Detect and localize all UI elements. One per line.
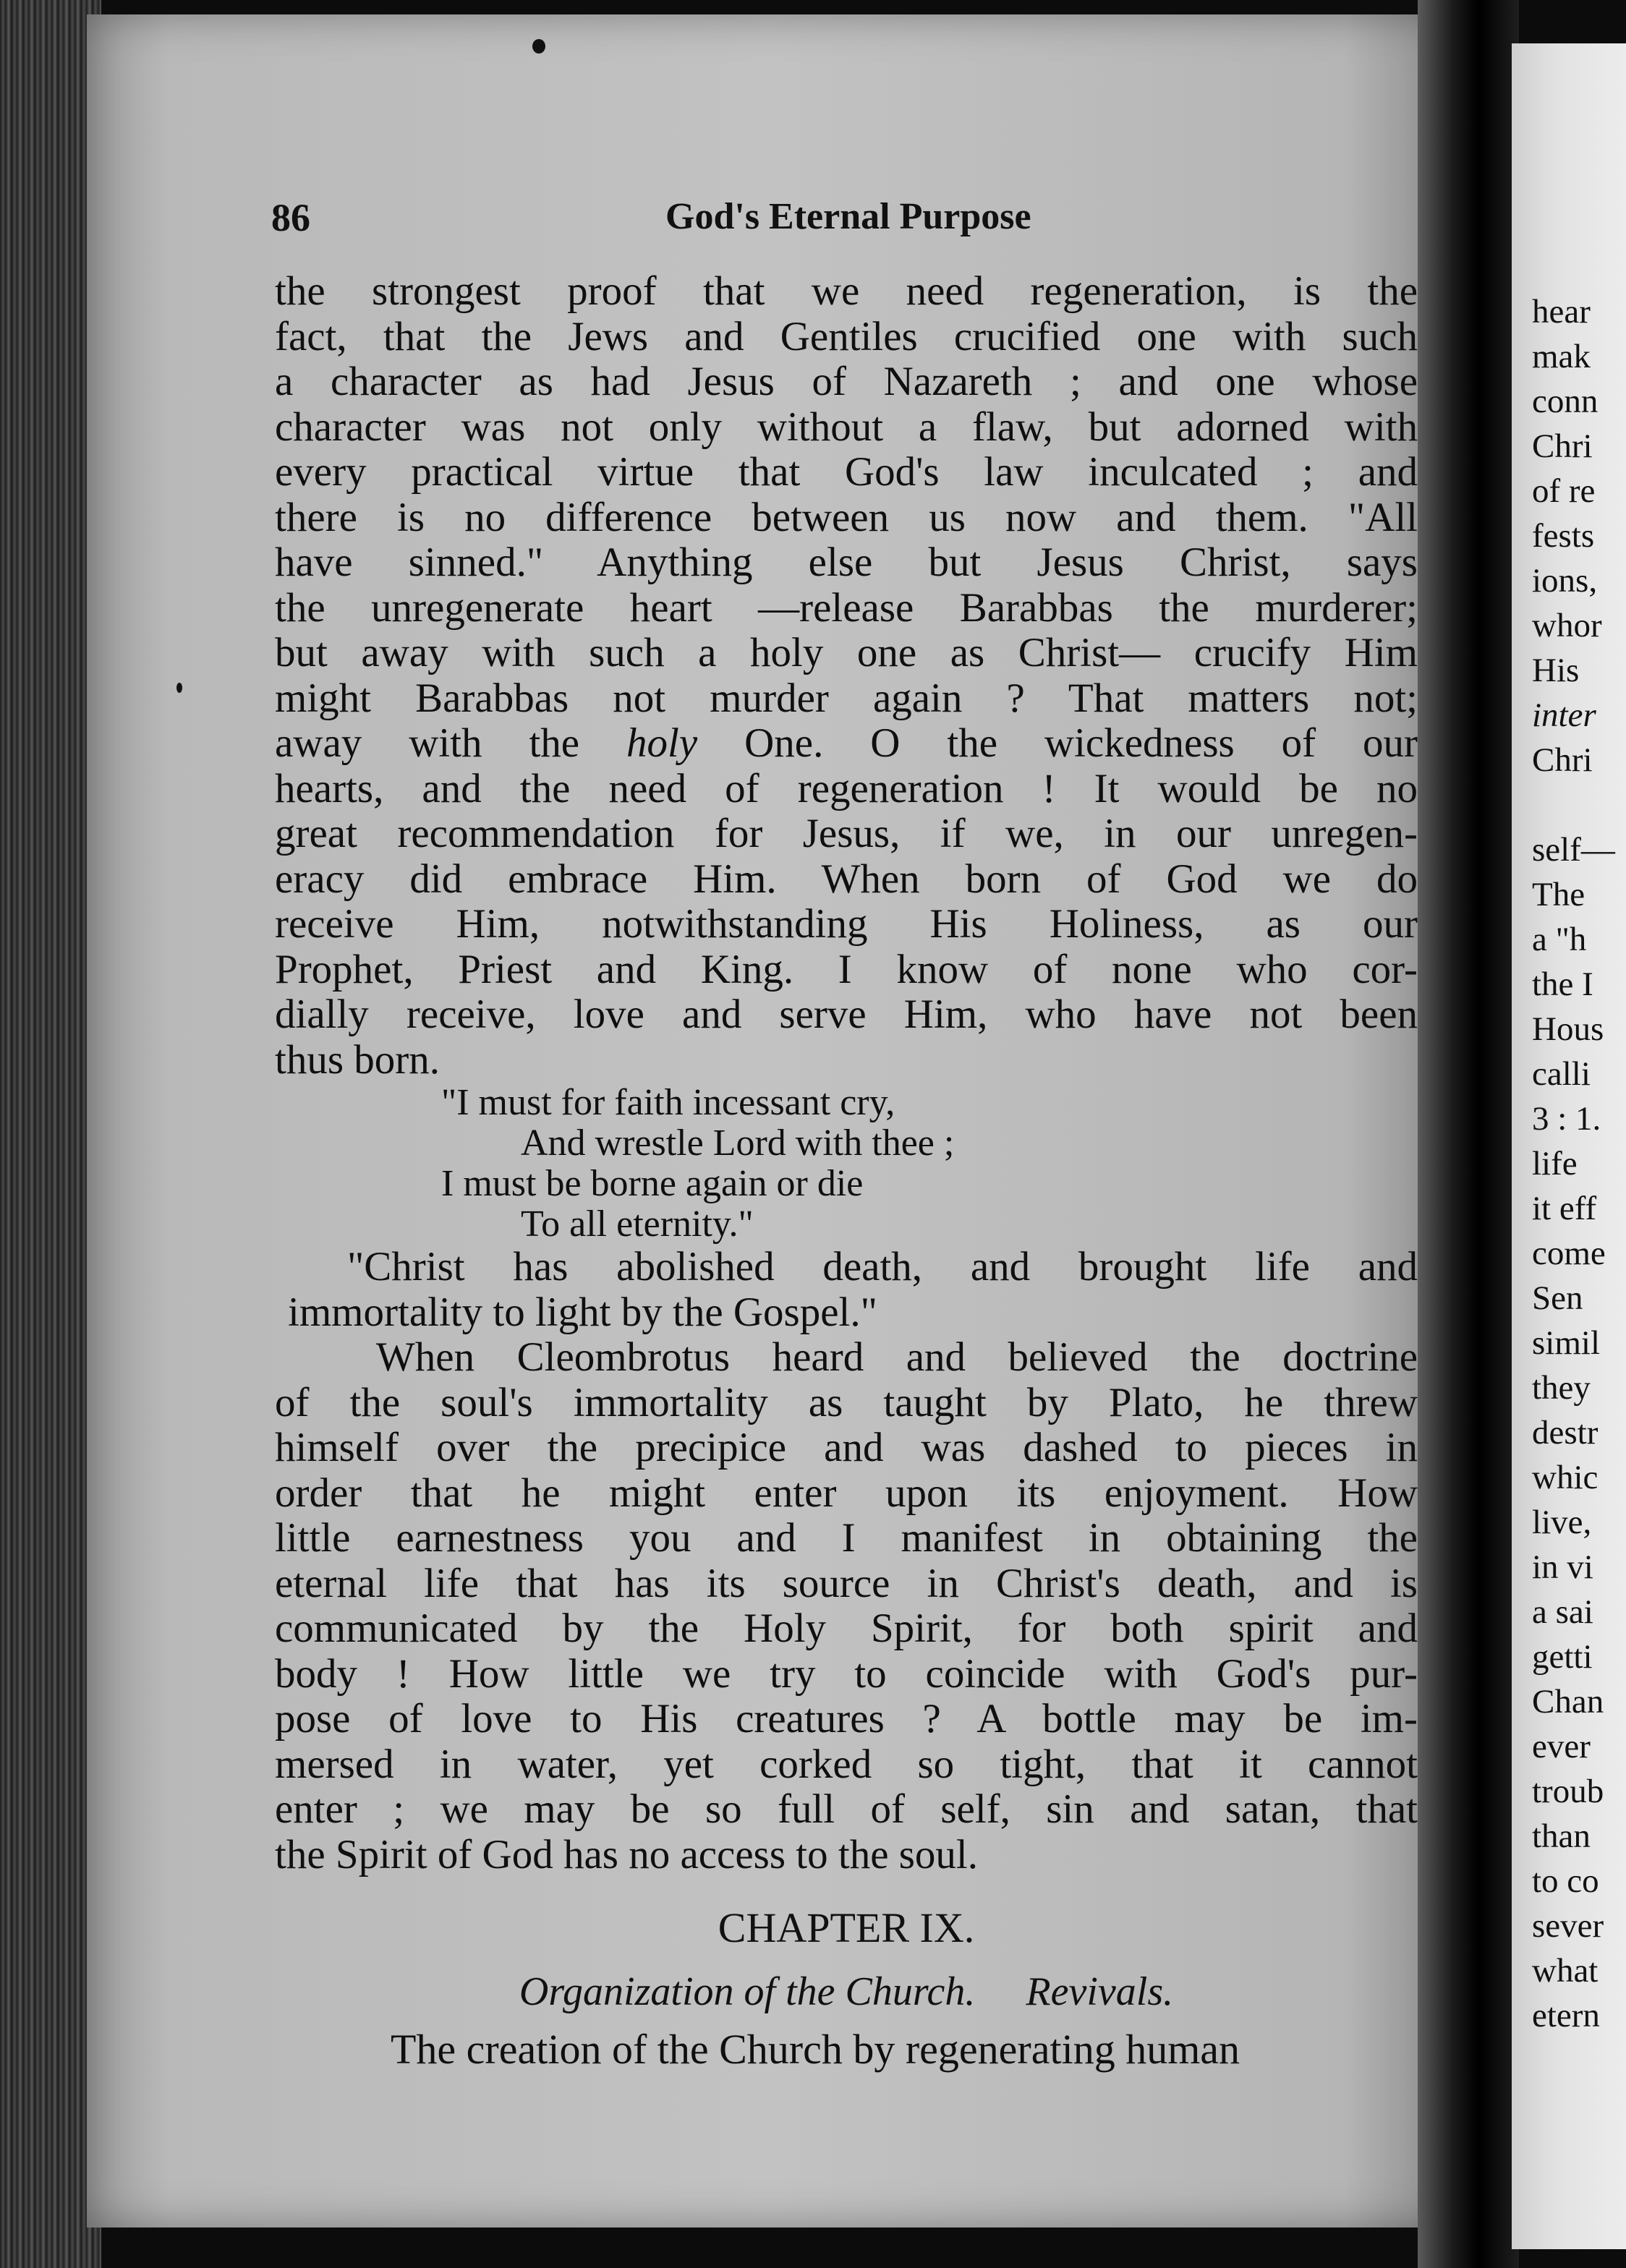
text-line: enter ; we may be so full of self, sin and satan, that [275, 1786, 1418, 1832]
text-line: great recommendation for Jesus, if we, in our unregen- [275, 811, 1418, 856]
text-line: mersed in water, yet corked so tight, that it cannot [275, 1741, 1418, 1787]
facing-fragment: the I [1532, 965, 1593, 1003]
text-line: "Christ has abolished death, and brought life and [347, 1244, 1418, 1289]
facing-fragment: inter [1532, 696, 1596, 734]
facing-fragment: conn [1532, 383, 1599, 420]
facing-fragment: self— [1532, 831, 1615, 869]
facing-fragment: than [1532, 1817, 1591, 1855]
facing-fragment: His [1532, 652, 1580, 689]
chapter-subtitle-part: Revivals. [1026, 1969, 1174, 2014]
text-line: a character as had Jesus of Nazareth ; and one whose [275, 359, 1418, 404]
page-number: 86 [271, 196, 310, 239]
ink-speck [176, 683, 182, 693]
text-line: the unregenerate heart —release Barabbas the murderer; [275, 584, 1418, 631]
text-segment: away with the [275, 720, 580, 766]
text-line: character was not only without a flaw, but adorned with [275, 404, 1418, 450]
text-line-with-italic [275, 721, 1418, 767]
facing-fragment: Hous [1532, 1010, 1604, 1048]
facing-fragment: etern [1532, 1997, 1600, 2034]
facing-fragment: life [1532, 1145, 1578, 1182]
facing-fragment: come [1532, 1235, 1606, 1272]
text-line: thus born. [275, 1036, 440, 1083]
facing-fragment: it eff [1532, 1190, 1597, 1227]
body-text [275, 269, 1418, 1877]
text-line: there is no difference between us now and them. "All [275, 494, 1418, 540]
facing-fragment: live, [1532, 1504, 1592, 1541]
text-line: eracy did embrace Him. When born of God we do [275, 856, 1418, 902]
facing-fragment: The [1532, 876, 1585, 913]
text-line: fact, that the Jews and Gentiles crucified one with such [275, 313, 1418, 359]
text-line: the strongest proof that we need regeneration, is the [275, 268, 1418, 314]
text-line: dially receive, love and serve Him, who have not been [275, 992, 1418, 1037]
poem-line: To all eternity." [521, 1203, 754, 1245]
text-line: of the soul's immortality as taught by Plato, he threw [275, 1379, 1418, 1425]
text-line: eternal life that has its source in Christ's death, and is [275, 1560, 1418, 1606]
text-line: body ! How little we try to coincide with God's pur- [275, 1650, 1418, 1697]
facing-fragment: Sen [1532, 1279, 1583, 1317]
facing-fragment [1532, 783, 1626, 827]
text-line: order that he might enter upon its enjoyment. How [275, 1470, 1418, 1516]
facing-fragment: fests [1532, 517, 1595, 555]
facing-fragment: sever [1532, 1907, 1604, 1945]
chapter-heading: CHAPTER IX. [718, 1904, 975, 1951]
text-line: but away with such a holy one as Christ— crucify Him [275, 630, 1418, 675]
text-line: every practical virtue that God's law inculcated ; and [275, 449, 1418, 495]
text-line: Prophet, Priest and King. I know of none who cor- [275, 946, 1418, 992]
facing-fragment: they [1532, 1369, 1591, 1407]
text-line: might Barabbas not murder again ? That matters not; [275, 675, 1418, 721]
chapter-subtitle [275, 1969, 1418, 2015]
facing-fragment: whic [1532, 1459, 1599, 1496]
facing-fragment: in vi [1532, 1548, 1593, 1586]
facing-fragment: simil [1532, 1324, 1601, 1362]
text-line: the Spirit of God has no access to the soul. [275, 1831, 979, 1877]
facing-fragment: a "h [1532, 921, 1587, 958]
facing-fragment: of re [1532, 472, 1596, 510]
facing-fragment: mak [1532, 338, 1591, 375]
facing-fragment: a sai [1532, 1593, 1593, 1631]
poem-line: And wrestle Lord with thee ; [521, 1122, 955, 1164]
text-line: When Cleombrotus heard and believed the doctrine [376, 1334, 1418, 1380]
poem-line: "I must for faith incessant cry, [441, 1082, 895, 1123]
chapter-subtitle-part: Organization of the Church. [519, 1969, 976, 2014]
book-gutter [1418, 0, 1519, 2268]
text-line: have sinned." Anything else but Jesus Christ, says [275, 540, 1418, 585]
facing-fragment: calli [1532, 1055, 1591, 1093]
page-header [271, 195, 1414, 253]
running-head: God's Eternal Purpose [665, 196, 1031, 237]
facing-fragment: 3 : 1. [1532, 1100, 1601, 1138]
text-line: hearts, and the need of regeneration ! It would be no [275, 765, 1418, 811]
text-line: pose of love to His creatures ? A bottle may be im- [275, 1696, 1418, 1742]
facing-fragment: hear [1532, 293, 1591, 331]
text-line: communicated by the Holy Spirit, for both spirit and [275, 1606, 1418, 1651]
text-line: immortality to light by the Gospel." [288, 1289, 877, 1335]
poem-line: I must be borne again or die [441, 1163, 864, 1204]
book-page-edges [0, 0, 101, 2268]
facing-fragment: destr [1532, 1414, 1599, 1451]
text-line: receive Him, notwithstanding His Holiness, as our [275, 901, 1418, 947]
facing-fragment: what [1532, 1952, 1599, 1990]
ink-speck [532, 39, 545, 54]
chapter-first-line: The creation of the Church by regenerating human [391, 2026, 1240, 2073]
text-line: himself over the precipice and was dashed to pieces in [275, 1425, 1418, 1470]
facing-fragment: ever [1532, 1728, 1591, 1765]
facing-fragment: troub [1532, 1773, 1604, 1810]
text-line: little earnestness you and I manifest in obtaining the [275, 1515, 1418, 1561]
facing-fragment: whor [1532, 607, 1602, 644]
facing-fragment: ions, [1532, 562, 1598, 600]
facing-fragment: to co [1532, 1862, 1599, 1900]
facing-fragment: Chan [1532, 1683, 1604, 1721]
italic-word: holy [626, 720, 698, 766]
text-segment: One. O the wickedness of our [744, 720, 1418, 766]
facing-fragment: Chri [1532, 741, 1593, 779]
facing-fragment: getti [1532, 1638, 1593, 1676]
facing-fragment: Chri [1532, 427, 1593, 465]
facing-page-text [1532, 289, 1626, 2038]
